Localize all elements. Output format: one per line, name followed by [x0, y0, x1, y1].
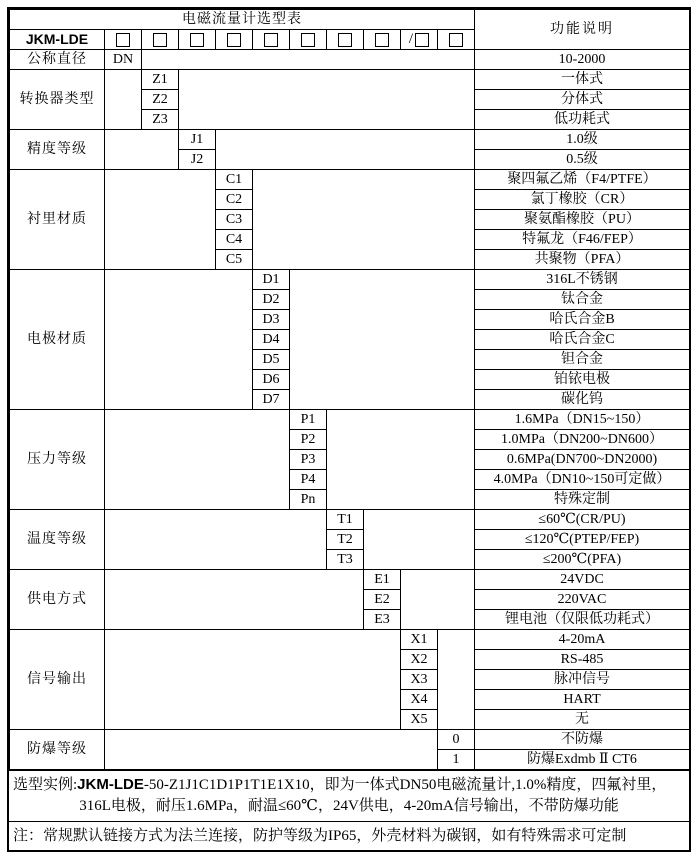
row-electrode-material-1: [10, 270, 690, 290]
code-lining-material-C2: C2: [216, 190, 253, 210]
code-electrode-material-D7: D7: [253, 390, 290, 410]
code-electrode-material-D4: D4: [253, 330, 290, 350]
code-converter-type-Z3: Z3: [142, 110, 179, 130]
checkbox-icon: [227, 33, 241, 47]
row-lining-material-1: [10, 170, 690, 190]
left-spacer-temperature-class: [105, 510, 327, 570]
description-electrode-material-D3: 哈氏合金B: [475, 310, 690, 330]
checkbox-icon: [116, 33, 130, 47]
description-signal-output-X1: 4-20mA: [475, 630, 690, 650]
code-power-supply-E1: E1: [364, 570, 401, 590]
right-spacer-lining-material: [253, 170, 475, 270]
checkbox-icon: [375, 33, 389, 47]
description-lining-material-C5: 共聚物（PFA）: [475, 250, 690, 270]
description-electrode-material-D7: 碳化钨: [475, 390, 690, 410]
code-lining-material-C1: C1: [216, 170, 253, 190]
code-signal-output-X4: X4: [401, 690, 438, 710]
note-block: 注：常规默认链接方式为法兰连接，防护等级为IP65，外壳材料为碳钢，如有特殊需求可定制: [9, 821, 689, 850]
code-accuracy-class-J1: J1: [179, 130, 216, 150]
description-lining-material-C2: 氯丁橡胶（CR）: [475, 190, 690, 210]
group-label-converter-type: 转换器类型: [10, 70, 105, 130]
example-line-1: [13, 774, 685, 796]
description-electrode-material-D2: 钛合金: [475, 290, 690, 310]
group-label-signal-output: 信号输出: [10, 630, 105, 730]
description-signal-output-X5: 无: [475, 710, 690, 730]
group-label-explosion-proof: 防爆等级: [10, 730, 105, 770]
description-temperature-class-T3: ≤200℃(PFA): [475, 550, 690, 570]
row-power-supply-1: [10, 570, 690, 590]
example-label: 选型实例:: [13, 777, 78, 794]
flowmeter-selection-sheet: [7, 7, 691, 852]
example-model: JKM-LDE: [77, 776, 144, 794]
code-explosion-proof-1: 1: [438, 750, 475, 770]
description-nominal-diameter-DN: 10-2000: [475, 50, 690, 70]
description-pressure-class-Pn: 特殊定制: [475, 490, 690, 510]
code-pressure-class-Pn: Pn: [290, 490, 327, 510]
description-signal-output-X4: HART: [475, 690, 690, 710]
model-digit-cell-2: [142, 30, 179, 50]
left-spacer-power-supply: [105, 570, 364, 630]
description-signal-output-X2: RS-485: [475, 650, 690, 670]
description-lining-material-C1: 聚四氟乙烯（F4/PTFE）: [475, 170, 690, 190]
description-power-supply-E3: 锂电池（仅限低功耗式）: [475, 610, 690, 630]
checkbox-icon: [415, 33, 429, 47]
description-lining-material-C3: 聚氨酯橡胶（PU）: [475, 210, 690, 230]
description-electrode-material-D6: 铂铱电极: [475, 370, 690, 390]
description-pressure-class-P3: 0.6MPa(DN700~DN2000): [475, 450, 690, 470]
description-explosion-proof-1: 防爆Exdmb Ⅱ CT6: [475, 750, 690, 770]
description-temperature-class-T2: ≤120℃(PTEP/FEP): [475, 530, 690, 550]
checkbox-icon: [338, 33, 352, 47]
title-row: [10, 10, 690, 30]
code-signal-output-X1: X1: [401, 630, 438, 650]
checkbox-icon: [190, 33, 204, 47]
code-power-supply-E3: E3: [364, 610, 401, 630]
example-code-text: -50-Z1J1C1D1P1T1E1X10，即为一体式DN50电磁流量计,1.0%精度，四氟衬里，: [143, 777, 667, 794]
code-explosion-proof-0: 0: [438, 730, 475, 750]
right-spacer-accuracy-class: [216, 130, 475, 170]
row-converter-type-1: [10, 70, 690, 90]
checkbox-icon: [449, 33, 463, 47]
checkbox-icon: [153, 33, 167, 47]
checkbox-icon: [301, 33, 315, 47]
code-lining-material-C4: C4: [216, 230, 253, 250]
model-digit-cell-6: [290, 30, 327, 50]
slash-separator: /: [408, 31, 414, 48]
left-spacer-lining-material: [105, 170, 216, 270]
group-label-accuracy-class: 精度等级: [10, 130, 105, 170]
right-spacer-nominal-diameter: [142, 50, 475, 70]
description-accuracy-class-J2: 0.5级: [475, 150, 690, 170]
left-spacer-explosion-proof: [105, 730, 438, 770]
code-nominal-diameter-DN: DN: [105, 50, 142, 70]
code-signal-output-X2: X2: [401, 650, 438, 670]
description-electrode-material-D4: 哈氏合金C: [475, 330, 690, 350]
code-temperature-class-T3: T3: [327, 550, 364, 570]
model-digit-cell-4: [216, 30, 253, 50]
code-lining-material-C5: C5: [216, 250, 253, 270]
left-spacer-accuracy-class: [105, 130, 179, 170]
row-accuracy-class-1: [10, 130, 690, 150]
code-pressure-class-P4: P4: [290, 470, 327, 490]
code-electrode-material-D2: D2: [253, 290, 290, 310]
left-spacer-converter-type: [105, 70, 142, 130]
row-signal-output-1: [10, 630, 690, 650]
model-digit-cell-9: [401, 30, 438, 50]
code-electrode-material-D5: D5: [253, 350, 290, 370]
table-title: 电磁流量计选型表: [10, 10, 475, 30]
code-electrode-material-D3: D3: [253, 310, 290, 330]
selection-example-block: [9, 770, 689, 821]
checkbox-icon: [264, 33, 278, 47]
code-lining-material-C3: C3: [216, 210, 253, 230]
code-electrode-material-D1: D1: [253, 270, 290, 290]
description-accuracy-class-J1: 1.0级: [475, 130, 690, 150]
row-pressure-class-1: [10, 410, 690, 430]
description-explosion-proof-0: 不防爆: [475, 730, 690, 750]
code-temperature-class-T2: T2: [327, 530, 364, 550]
model-digit-cell-10: [438, 30, 475, 50]
group-label-pressure-class: 压力等级: [10, 410, 105, 510]
group-label-nominal-diameter: 公称直径: [10, 50, 105, 70]
code-converter-type-Z1: Z1: [142, 70, 179, 90]
row-nominal-diameter-1: [10, 50, 690, 70]
left-spacer-pressure-class: [105, 410, 290, 510]
right-spacer-converter-type: [179, 70, 475, 130]
model-digit-cell-8: [364, 30, 401, 50]
model-digit-cell-7: [327, 30, 364, 50]
code-pressure-class-P1: P1: [290, 410, 327, 430]
description-converter-type-Z2: 分体式: [475, 90, 690, 110]
description-lining-material-C4: 特氟龙（F46/FEP）: [475, 230, 690, 250]
function-column-header: 功能说明: [475, 10, 690, 50]
group-label-electrode-material: 电极材质: [10, 270, 105, 410]
description-signal-output-X3: 脉冲信号: [475, 670, 690, 690]
right-spacer-signal-output: [438, 630, 475, 730]
model-prefix: JKM-LDE: [10, 30, 105, 50]
description-converter-type-Z3: 低功耗式: [475, 110, 690, 130]
code-signal-output-X5: X5: [401, 710, 438, 730]
code-electrode-material-D6: D6: [253, 370, 290, 390]
selection-table: [9, 9, 690, 770]
right-spacer-pressure-class: [327, 410, 475, 510]
code-temperature-class-T1: T1: [327, 510, 364, 530]
description-converter-type-Z1: 一体式: [475, 70, 690, 90]
code-power-supply-E2: E2: [364, 590, 401, 610]
description-power-supply-E1: 24VDC: [475, 570, 690, 590]
code-pressure-class-P3: P3: [290, 450, 327, 470]
description-pressure-class-P2: 1.0MPa（DN200~DN600）: [475, 430, 690, 450]
code-converter-type-Z2: Z2: [142, 90, 179, 110]
row-temperature-class-1: [10, 510, 690, 530]
code-pressure-class-P2: P2: [290, 430, 327, 450]
description-pressure-class-P1: 1.6MPa（DN15~150）: [475, 410, 690, 430]
description-power-supply-E2: 220VAC: [475, 590, 690, 610]
code-signal-output-X3: X3: [401, 670, 438, 690]
group-label-lining-material: 衬里材质: [10, 170, 105, 270]
right-spacer-power-supply: [401, 570, 475, 630]
model-digit-cell-1: [105, 30, 142, 50]
example-line-2: 316L电极，耐压1.6MPa，耐温≤60℃，24V供电，4-20mA信号输出，不带防爆功能: [79, 798, 619, 815]
left-spacer-signal-output: [105, 630, 401, 730]
code-accuracy-class-J2: J2: [179, 150, 216, 170]
left-spacer-electrode-material: [105, 270, 253, 410]
description-pressure-class-P4: 4.0MPa（DN10~150可定做）: [475, 470, 690, 490]
description-electrode-material-D1: 316L不锈钢: [475, 270, 690, 290]
model-digit-cell-5: [253, 30, 290, 50]
group-label-power-supply: 供电方式: [10, 570, 105, 630]
description-electrode-material-D5: 钽合金: [475, 350, 690, 370]
right-spacer-temperature-class: [364, 510, 475, 570]
row-explosion-proof-1: [10, 730, 690, 750]
description-temperature-class-T1: ≤60℃(CR/PU): [475, 510, 690, 530]
model-digit-cell-3: [179, 30, 216, 50]
right-spacer-electrode-material: [290, 270, 475, 410]
group-label-temperature-class: 温度等级: [10, 510, 105, 570]
